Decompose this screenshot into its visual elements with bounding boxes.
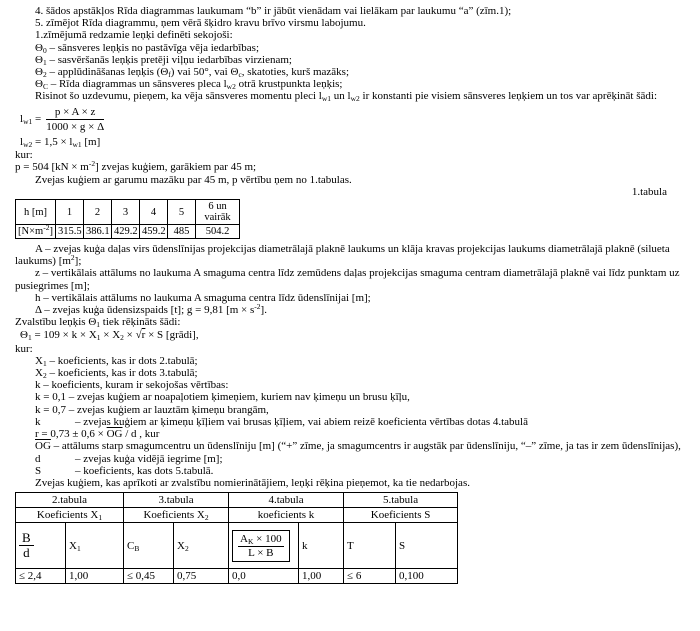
table-cell [229, 508, 344, 523]
theta-2-definition [15, 66, 685, 78]
subscript: 1 [27, 333, 32, 343]
definition-x2 [15, 367, 685, 379]
list-item-4: 4. šādos apstākļos Rīda diagrammas laukumam “b” ir jābūt vienādam vai lielākam par laukumu “a” (zīm.1); [35, 5, 512, 17]
text-run: ]. [260, 304, 267, 317]
subscript: c [238, 70, 242, 80]
table-cell [16, 523, 66, 569]
text-run: X [69, 539, 77, 552]
text-run: – koeficients, kas ir dots 3.tabulā; [46, 367, 198, 380]
text-run: X [35, 367, 43, 380]
table-1-label: 1.tabula [631, 185, 667, 198]
kur-label-2: kur: [15, 342, 33, 355]
table-row [16, 200, 240, 225]
text-run: ] zvejas kuģiem, garākiem par 45 m; [95, 161, 257, 174]
text-run: koeficients k [257, 509, 315, 522]
k-value-01: k = 0,1 – zvejas kuģiem ar noapaļotiem ķimeņiem, kuriem nav ķimeņu un brusu ķīļu, [35, 391, 410, 404]
definition-k: k – koeficients, kuram ir sekojošas vērtības: [35, 379, 229, 392]
subscript: B [134, 543, 140, 553]
text-run: ] [49, 226, 53, 238]
table-cell: ≤ 2,4 [16, 569, 66, 584]
text-run: = 109 × k × X [31, 329, 97, 342]
p-value-line [15, 161, 685, 173]
definition-s [15, 465, 685, 477]
subscript: 1 [42, 358, 47, 368]
og-symbol: $\overline{OG}$ [106, 428, 123, 441]
text-run: , skatoties, kurš mazāks; [241, 66, 350, 79]
text-run: – sānsveres leņķis no pastāvīga vēja iedarbības; [46, 41, 260, 54]
subscript: 2 [184, 543, 189, 553]
table-row-titles [16, 493, 458, 508]
table-cell: 1 [56, 200, 84, 225]
formula-lhs [20, 113, 41, 125]
table-cell: 2.tabula [16, 493, 124, 508]
text-run: – koeficients, kas dots 5.tabulā. [75, 464, 214, 477]
table-cell: 459.2 [140, 225, 168, 239]
text-run: otrā krustpunkta leņķis; [235, 78, 343, 91]
text-run: Θ [35, 41, 43, 54]
table-cell: 0,0 [229, 569, 299, 584]
table-cell: ≤ 6 [344, 569, 396, 584]
text-run: ir konstanti pie visiem sānsveres leņķiem un tos var aprēķināt šādi: [359, 90, 658, 103]
table-cell: k [299, 523, 344, 569]
text-run: [m] [81, 136, 101, 149]
subscript: 1 [98, 513, 103, 523]
table-cell [16, 508, 124, 523]
text-run: [N×m [18, 226, 44, 238]
text-run: – attālums starp smagumcentru un ūdenslīniju [m] (“+” zīme, ja smagumcentrs ir augstāk par ūdenslīniju, “–” zīme, ja tas ir zem ūdenslīnijas), [50, 440, 681, 453]
text-run: – zvejas kuģa vidējā iegrime [m]; [75, 452, 223, 465]
table-cell: 485 [168, 225, 196, 239]
text-run: × S [grādi], [145, 329, 199, 342]
text-run: X [177, 539, 185, 552]
table-cell: 386.1 [84, 225, 112, 239]
p-note: Zvejas kuģiem ar garumu mazāku par 45 m, p vērtību ņem no 1.tabulas. [35, 173, 352, 186]
table-cell [124, 508, 229, 523]
text-run: Θ [35, 66, 43, 79]
text-run: Koeficients S [370, 509, 431, 522]
subscript: C [42, 82, 48, 92]
table-cell: 504.2 [196, 225, 240, 239]
table-cell [124, 523, 174, 569]
table-cell: S [396, 523, 458, 569]
subscript: 1 [76, 543, 81, 553]
text-run: r = 0,73 ± 0,6 × [35, 428, 107, 441]
table-row-symbols [16, 523, 458, 569]
risinot-paragraph [15, 90, 685, 102]
table-cell: 1,00 [66, 569, 124, 584]
table-cell: 0,75 [174, 569, 229, 584]
text-run: – koeficients, kas ir dots 2.tabulā; [46, 354, 198, 367]
list-item-5: 5. zīmējot Rīda diagrammu, ņem vērā šķidro kravu brīvo virsmu labojumu. [35, 17, 366, 30]
definition-x1 [15, 355, 685, 367]
definition-og [15, 440, 685, 452]
text-run: Risinot šo uzdevumu, pieņem, ka vēja sānsveres momentu pleci l [35, 90, 322, 103]
table-2 [15, 492, 458, 584]
definition-d [15, 453, 685, 465]
formula-lw1 [20, 106, 685, 133]
table-1 [15, 199, 240, 239]
table-row [16, 225, 240, 239]
subscript: 2 [42, 371, 47, 381]
superscript: 2 [70, 253, 75, 263]
table-cell [344, 508, 458, 523]
text-run: S [35, 464, 42, 477]
text-run: = 1,5 × l [32, 136, 73, 149]
text-run: × X [100, 329, 121, 342]
table-cell: T [344, 523, 396, 569]
table-cell: ≤ 0,45 [124, 569, 174, 584]
theta-c-definition [15, 78, 685, 90]
fraction-numerator [238, 533, 284, 547]
subscript: w1 [72, 140, 82, 150]
text-run: tiek rēķināts šādi: [100, 316, 181, 329]
text-run: Koeficients X [36, 509, 99, 522]
fraction-denominator: d [23, 545, 30, 561]
fraction-denominator: 1000 × g × Δ [46, 120, 105, 133]
table-cell: 4.tabula [229, 493, 344, 508]
text-run: Θ [35, 78, 43, 91]
subscript: 2 [42, 70, 47, 80]
text-run: / d , kur [122, 428, 160, 441]
fraction-ak-over-lb [232, 530, 290, 562]
table-row-headers [16, 508, 458, 523]
table-cell: 429.2 [112, 225, 140, 239]
text-run: – Rīda diagrammas un sānsveres pleca l [47, 78, 227, 91]
text-run: l [20, 113, 24, 126]
sqrt-radicand: r [141, 329, 146, 342]
fraction-denominator: L × B [248, 546, 274, 559]
subscript: 1 [96, 320, 101, 330]
text-run: d [35, 452, 41, 465]
k-value-other [15, 416, 685, 428]
table-cell: 5.tabula [344, 493, 458, 508]
text-run: Θ [20, 329, 28, 342]
definition-z: z – vertikālais attālums no laukuma A smaguma centra līdz zemūdens daļas projekcijas smaguma centram diametrālajā plaknē vai līdz punktam uz pusiegrimes [m]; [15, 267, 680, 292]
table-cell: 3.tabula [124, 493, 229, 508]
subscript: 0 [42, 45, 47, 55]
table-cell: 0,100 [396, 569, 458, 584]
text-run: A [240, 532, 248, 545]
text-run: A – zvejas kuģa daļas virs ūdenslīnijas projekcijas diametrālajā plaknē laukums un klāja kravas projekcijas laukums diametrālajā plaknē (silueta laukums) [m [15, 243, 670, 268]
formula-theta1 [20, 329, 685, 341]
superscript: -2 [88, 159, 96, 169]
text-run: l [20, 136, 24, 149]
theta-1-definition [15, 54, 685, 66]
table-cell [229, 523, 299, 569]
table-row-values [16, 569, 458, 584]
theta-0-definition [15, 42, 685, 54]
zvalstibu-intro [15, 316, 685, 328]
subscript: w1 [321, 94, 332, 104]
table-cell [174, 523, 229, 569]
text-run: C [127, 539, 135, 552]
table-cell: 315.5 [56, 225, 84, 239]
subscript: w2 [350, 94, 360, 104]
text-run: – sasvēršanās leņķis pretēji viļņu iedarbības virzienam; [46, 53, 292, 66]
table-cell: 1,00 [299, 569, 344, 584]
fraction-numerator: B [19, 531, 34, 546]
subscript: 1 [42, 57, 47, 67]
text-run: Koeficients X [143, 509, 205, 522]
text-run: Zvalstību leņķis Θ [15, 316, 97, 329]
fraction-numerator: p × A × z [46, 106, 104, 120]
og-symbol: $\overline{OG}$ [35, 440, 51, 453]
table-cell: 3 [112, 200, 140, 225]
subscript: w2 [226, 82, 236, 92]
text-run: k [35, 415, 41, 428]
angles-intro: 1.zīmējumā redzamie leņķi definēti sekojoši: [35, 29, 233, 42]
table-cell: 6 un vairāk [196, 200, 240, 225]
text-run: un l [331, 90, 351, 103]
formula-lw2 [20, 136, 685, 148]
k-value-07: k = 0,7 – zvejas kuģiem ar lauztām ķimeņu brangām, [35, 403, 269, 416]
subscript: f [168, 70, 171, 80]
definition-delta [15, 304, 685, 316]
table-cell: h [m] [16, 200, 56, 225]
superscript: -2 [254, 302, 261, 312]
table-cell [16, 225, 56, 239]
text-run: – zvejas kuģiem ar ķimeņu ķīļiem vai brusas ķīļiem, vai abiem reizē koeficienta vērtības dotas 4.tabulā [75, 415, 528, 428]
fraction-b-over-d [19, 531, 34, 560]
text-run: × 100 [253, 532, 282, 545]
subscript: K [247, 536, 254, 546]
table-cell: 2 [84, 200, 112, 225]
definition-h: h – vertikālais attālums no laukuma A smaguma centra līdz ūdenslīnijai [m]; [35, 291, 371, 304]
subscript: 2 [120, 333, 124, 343]
kur-label-1: kur: [15, 149, 33, 162]
final-paragraph: Zvejas kuģiem, kas aprīkoti ar zvalstību nomierinātājiem, leņķi rēķina pieņemot, ka tie nedarbojas. [35, 476, 470, 489]
table-cell [66, 523, 124, 569]
text-run: p = 504 [kN × m [15, 161, 89, 174]
fraction [46, 106, 104, 133]
definition-A [15, 243, 685, 267]
table-cell: 4 [140, 200, 168, 225]
subscript: w1 [23, 117, 33, 127]
formula-r [15, 428, 685, 440]
subscript: 2 [204, 513, 209, 523]
text-run: – applūdināšanas leņķis (Θ [46, 66, 169, 79]
text-run: ]; [74, 255, 82, 268]
text-run: Δ – zvejas kuģa ūdensizspaids [t]; g = 9,81 [m × s [35, 304, 255, 317]
table-cell: 5 [168, 200, 196, 225]
text-run: × √ [123, 329, 142, 342]
subscript: 1 [96, 333, 101, 343]
text-run: X [35, 354, 43, 367]
superscript: -2 [43, 223, 50, 233]
text-run: = [32, 113, 42, 126]
subscript: w2 [23, 140, 33, 150]
text-run: ) vai 50°, vai Θ [170, 66, 239, 79]
text-run: Θ [35, 53, 43, 66]
